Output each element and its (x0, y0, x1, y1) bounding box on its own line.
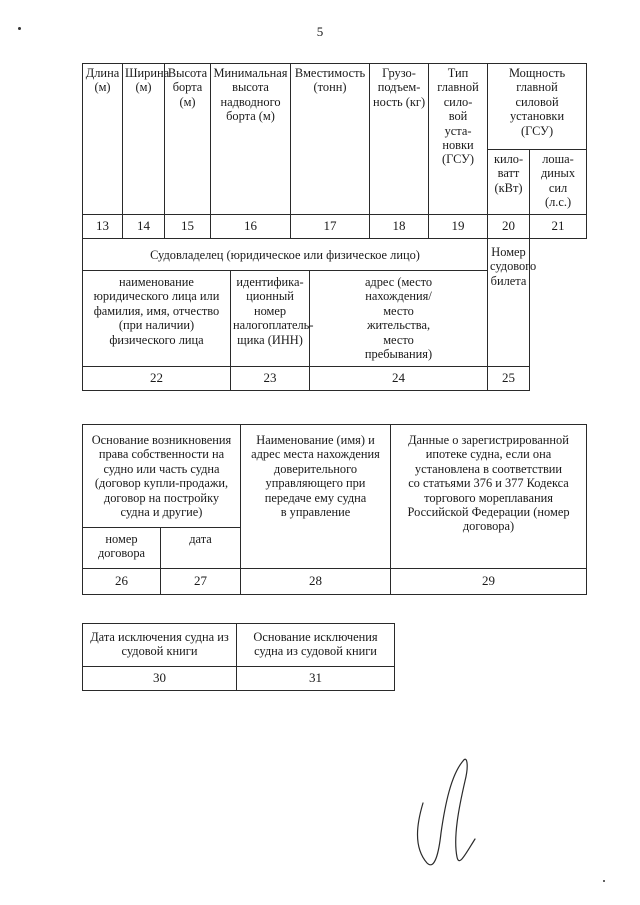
ownership-basis-table (82, 424, 587, 595)
owner-name-header: наименование юридического лица или фамилия, имя, отчество (при наличии) физического лица (83, 271, 231, 367)
exclusion-table (82, 623, 395, 691)
column-number: 13 (83, 215, 123, 239)
header-engine-type: Тип главной сило- вой уста- новки (ГСУ) (429, 64, 488, 215)
column-number: 20 (488, 215, 530, 239)
owner-header: Судовладелец (юридическое или физическое лицо) (83, 239, 488, 271)
column-number: 26 (83, 569, 161, 595)
header-board-height: Высота борта (м) (165, 64, 211, 215)
scan-speck (18, 27, 21, 30)
page-number: 5 (316, 24, 324, 39)
owner-address-header: адрес (место нахождения/ место жительства, место пребывания) (310, 271, 488, 367)
column-number: 28 (241, 569, 391, 595)
column-number: 22 (83, 367, 231, 391)
column-number: 29 (391, 569, 587, 595)
column-number: 18 (370, 215, 429, 239)
header-capacity: Вместимость (тонн) (291, 64, 370, 215)
column-number: 17 (291, 215, 370, 239)
header-cargo-capacity: Грузо- подъем- ность (кг) (370, 64, 429, 215)
header-length: Длина (м) (83, 64, 123, 215)
column-number: 25 (488, 367, 530, 391)
ownership-basis-header: Основание возникновения права собственности на судно или часть судна (договор купли-продажи, договор на постройку судна и другие) (83, 425, 241, 528)
header-width: Ширина (м) (123, 64, 165, 215)
trustee-header: Наименование (имя) и адрес места нахождения доверительного управляющего при передаче ему судна в управление (241, 425, 391, 569)
ticket-number-header: Номер судового билета (488, 239, 530, 367)
scan-speck (603, 880, 605, 882)
exclusion-date-header: Дата исключения судна из судовой книги (83, 624, 237, 667)
column-number: 21 (530, 215, 587, 239)
column-number: 15 (165, 215, 211, 239)
column-number: 24 (310, 367, 488, 391)
vessel-characteristics-table (82, 63, 587, 391)
header-min-freeboard: Минимальная высота надводного борта (м) (211, 64, 291, 215)
column-number: 14 (123, 215, 165, 239)
owner-inn-header: идентифика- ционный номер налогоплатель- щика (ИНН) (231, 271, 310, 367)
contract-date-header: дата (161, 528, 241, 569)
column-number: 31 (237, 667, 395, 691)
header-engine-power: Мощность главной силовой установки (ГСУ) (488, 64, 587, 150)
column-number: 19 (429, 215, 488, 239)
column-number: 27 (161, 569, 241, 595)
header-horsepower: лоша- диных сил (л.с.) (530, 150, 587, 215)
contract-number-header: номер договора (83, 528, 161, 569)
signature (405, 755, 505, 875)
exclusion-basis-header: Основание исключения судна из судовой книги (237, 624, 395, 667)
blank-space (530, 239, 587, 391)
mortgage-header: Данные о зарегистрированной ипотеке судна, если она установлена в соответствии со статьями 376 и 377 Кодекса торгового мореплавания Российской Федерации (номер договора) (391, 425, 587, 569)
column-number: 23 (231, 367, 310, 391)
column-number: 30 (83, 667, 237, 691)
header-kilowatt: кило- ватт (кВт) (488, 150, 530, 215)
column-number: 16 (211, 215, 291, 239)
